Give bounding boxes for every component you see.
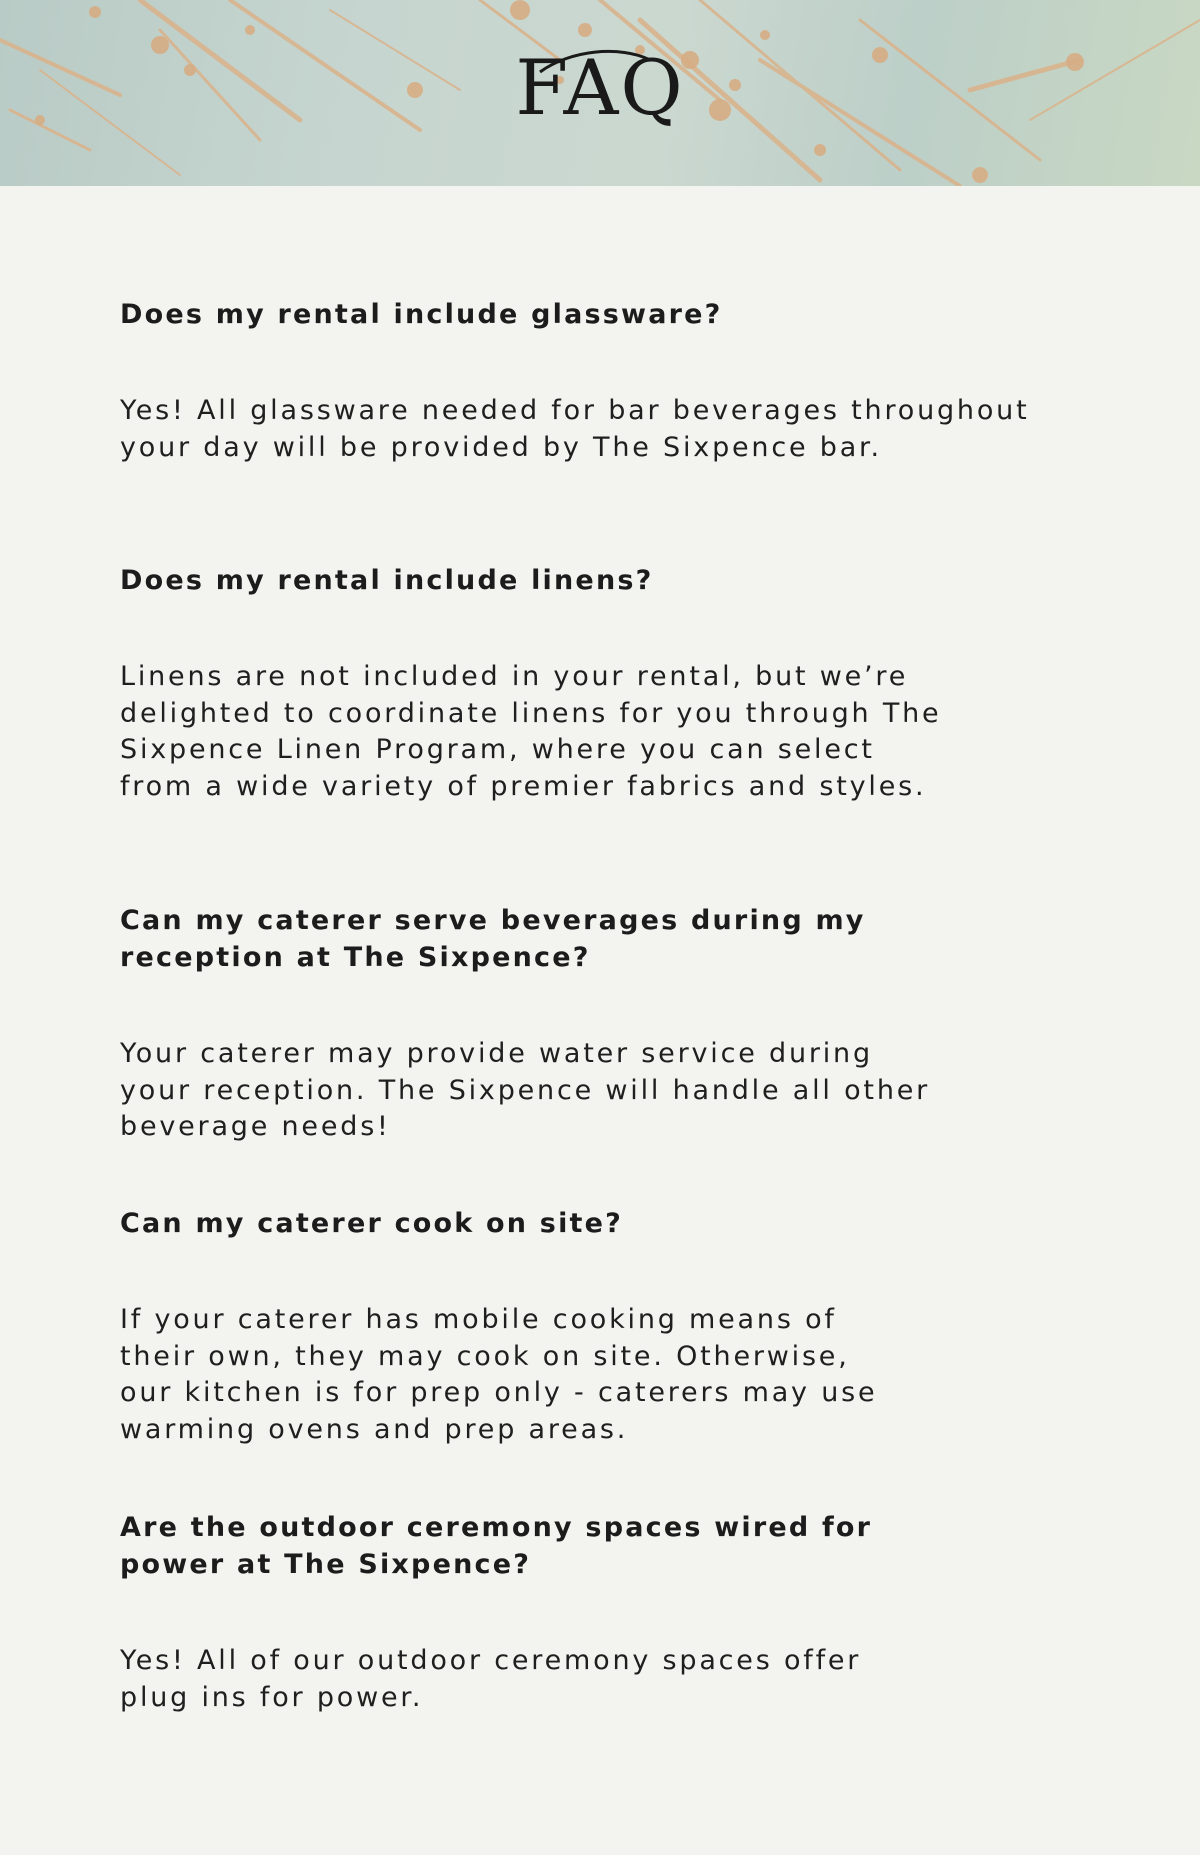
faq-question (120, 1509, 1080, 1583)
faq-item (120, 1205, 1080, 1448)
answer-line: warming ovens and prep areas. (120, 1413, 629, 1445)
faq-question: Does my rental include glassware? (120, 299, 723, 330)
answer-line: If your caterer has mobile cooking means of (120, 1304, 837, 1335)
faq-answer (120, 1036, 1080, 1146)
header-banner (0, 0, 1200, 186)
faq-item (120, 902, 1080, 1146)
faq-item (120, 562, 1080, 805)
faq-answer (120, 393, 1080, 466)
faq-item (120, 296, 1080, 466)
faq-question: Can my caterer cook on site? (120, 1208, 624, 1239)
question-line: Can my caterer serve beverages during my (120, 905, 866, 936)
question-line: Are the outdoor ceremony spaces wired for (120, 1512, 873, 1543)
answer-line: Yes! All of our outdoor ceremony spaces offer (120, 1645, 862, 1676)
faq-item (120, 1509, 1080, 1716)
answer-line: our kitchen is for prep only - caterers may use (120, 1377, 878, 1408)
question-line: power at The Sixpence? (120, 1549, 532, 1580)
faq-answer (120, 659, 1080, 805)
faq-answer (120, 1302, 1080, 1448)
answer-line: from a wide variety of premier fabrics and styles. (120, 770, 927, 802)
answer-line: beverage needs! (120, 1111, 391, 1142)
answer-line: delighted to coordinate linens for you through The (120, 697, 942, 729)
answer-line: Yes! All glassware needed for bar beverages throughout (120, 395, 1030, 426)
answer-line: your reception. The Sixpence will handle all other (120, 1074, 931, 1106)
answer-line: their own, they may cook on site. Otherwise, (120, 1340, 850, 1372)
faq-answer (120, 1643, 1080, 1716)
answer-line: Sixpence Linen Program, where you can select (120, 734, 875, 765)
page-title: FAQ (515, 43, 685, 132)
answer-line: plug ins for power. (120, 1681, 424, 1713)
faq-question: Does my rental include linens? (120, 565, 654, 596)
faq-question (120, 902, 1080, 976)
answer-line: Your caterer may provide water service during (120, 1038, 873, 1069)
answer-line: your day will be provided by The Sixpence bar. (120, 431, 882, 463)
answer-line: Linens are not included in your rental, but we’re (120, 661, 909, 692)
question-line: reception at The Sixpence? (120, 942, 591, 973)
